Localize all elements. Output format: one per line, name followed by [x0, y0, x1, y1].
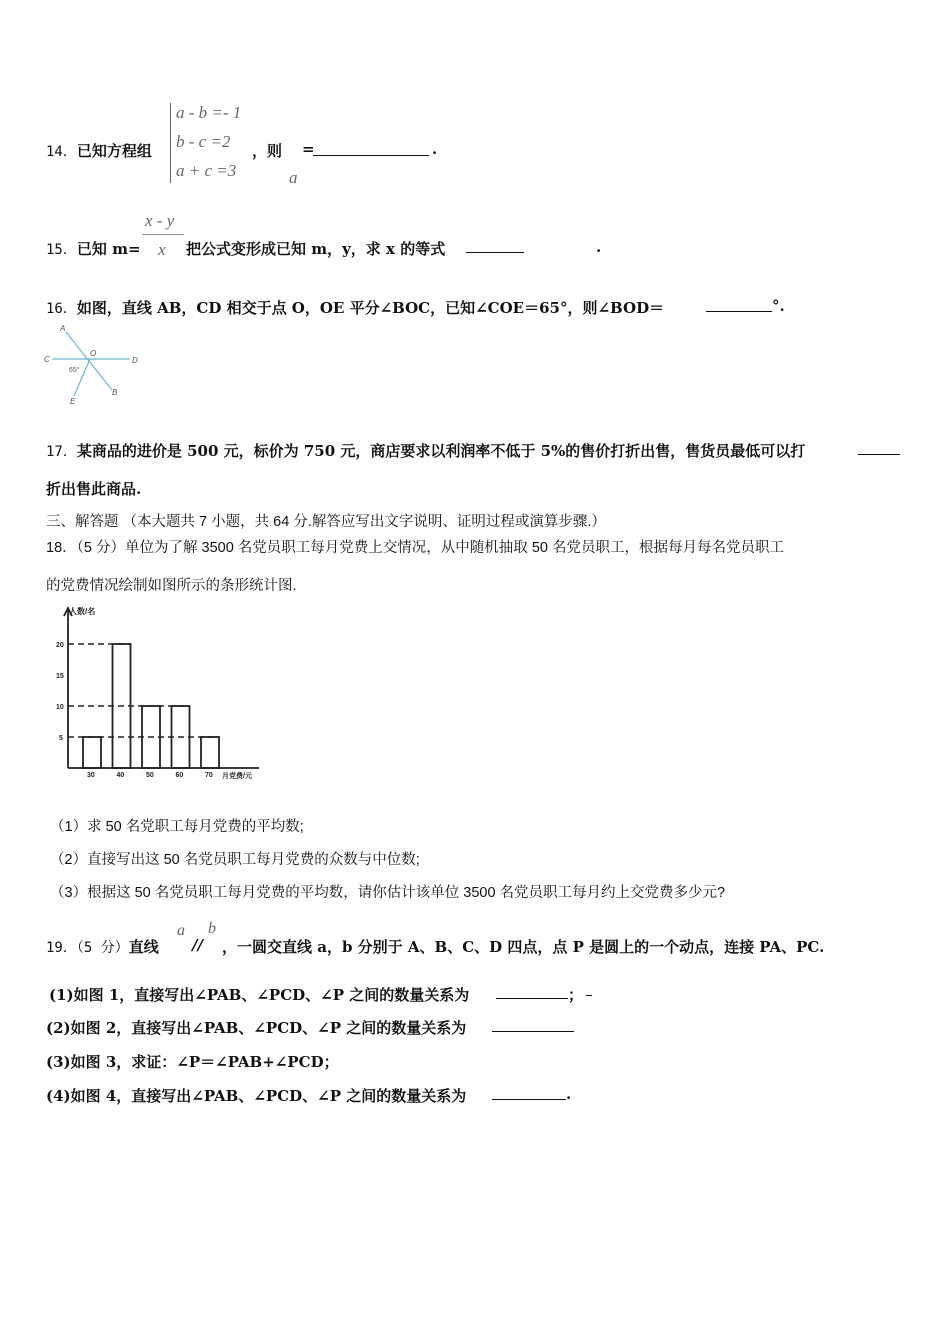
q15-end: .: [596, 238, 602, 256]
q15-text: 把公式变形成已知 m，y，求 x 的等式: [186, 240, 446, 258]
q19-sub1-end: ；: [568, 986, 584, 1004]
q18-line2: 的党费情况绘制如图所示的条形统计图.: [46, 578, 297, 594]
q19-sub4: (4)如图 4，直接写出∠PAB、∠PCD、∠P 之间的数量关系为: [46, 1087, 467, 1105]
q19-parallel: //: [192, 936, 203, 954]
section-title: 三、解答题 （本大题共 7 小题，共 64 分.解答应写出文字说明、证明过程或演算步骤.）: [46, 514, 606, 530]
bar-chart: [44, 600, 274, 785]
q16-line: [46, 297, 664, 318]
q18-number: 18．: [46, 540, 77, 556]
label-b: B: [112, 388, 118, 397]
label-o: O: [90, 349, 97, 358]
q16-figure: [40, 322, 150, 408]
q16-number: 16．: [46, 301, 77, 317]
y-axis-label: 人数/名: [69, 607, 96, 616]
q14-equals: =: [302, 140, 315, 158]
q19-sub4-end: .: [566, 1085, 572, 1103]
q19-number: 19．: [46, 940, 77, 956]
q18-sub1: （1）求 50 名党职工每月党费的平均数;: [50, 819, 304, 835]
q19-score: （5 分）: [76, 940, 129, 956]
q16-end: °.: [772, 297, 785, 315]
q14-end: .: [432, 140, 438, 158]
x-tick-30: 30: [87, 772, 95, 779]
label-d: D: [132, 356, 138, 365]
q19-line: [46, 936, 159, 957]
q14-answer-blank[interactable]: [313, 141, 429, 156]
y-tick-20: 20: [56, 642, 64, 649]
q19-text: ，一圆交直线 a，b 分别于 A、B、C、D 四点，点 P 是圆上的一个动点，连接 PA、PC.: [222, 938, 825, 956]
q14-eq3: a + c =3: [176, 161, 237, 180]
y-tick-15: 15: [56, 673, 64, 680]
x-tick-60: 60: [175, 772, 184, 779]
q17-answer-blank[interactable]: [858, 440, 900, 455]
q18-sub3: （3）根据这 50 名党员职工每月党费的平均数，请你估计该单位 3500 名党员职工每月约上交党费多少元?: [50, 885, 726, 901]
q14-eq1: a - b =- 1: [176, 103, 242, 122]
x-tick-50: 50: [146, 772, 154, 779]
q14-denominator: a: [289, 168, 298, 187]
q19-sub2: (2)如图 2，直接写出∠PAB、∠PCD、∠P 之间的数量关系为: [46, 1019, 467, 1037]
q17-line1: [46, 440, 805, 461]
q15-denominator: x: [158, 240, 166, 259]
q15-prefix: 已知 m=: [76, 240, 141, 258]
q19-sub3: (3)如图 3，求证：∠P＝∠PAB+∠PCD；: [46, 1053, 339, 1071]
x-tick-70: 70: [205, 772, 213, 779]
q14-middle: ，则: [252, 142, 283, 160]
q15-line: [46, 238, 141, 259]
q19-b: b: [208, 920, 216, 937]
q17-text: 某商品的进价是 500 元，标价为 750 元，商店要求以利润率不低于 5%的售价打折出售，售货员最低可以打: [76, 442, 806, 460]
q14-eq2: b - c =2: [176, 132, 231, 151]
label-e: E: [70, 397, 76, 406]
bar-30: [83, 737, 101, 768]
q15-answer-blank[interactable]: [466, 238, 524, 253]
q16-answer-blank[interactable]: [706, 297, 772, 312]
q17-number: 17．: [46, 444, 77, 460]
q19-a: a: [177, 922, 185, 939]
q14-prefix: 已知方程组: [76, 142, 152, 160]
q19-sub4-blank[interactable]: [492, 1085, 566, 1100]
q17-line2: 折出售此商品.: [46, 480, 142, 498]
q19-sub2-blank[interactable]: [492, 1017, 574, 1032]
q14-number: 14．: [46, 144, 77, 160]
x-axis-label: 月党费/元: [222, 773, 252, 780]
bar-70: [201, 737, 219, 768]
y-tick-5: 5: [59, 735, 63, 742]
label-c: C: [44, 355, 50, 364]
q19-prefix: 直线: [128, 938, 159, 956]
q15-number: 15．: [46, 242, 77, 258]
q19-sub1: (1)如图 1，直接写出∠PAB、∠PCD、∠P 之间的数量关系为: [49, 986, 470, 1004]
x-tick-40: 40: [116, 772, 125, 779]
label-a: A: [60, 324, 66, 333]
label-angle: 65°: [69, 367, 80, 374]
q18-text: 单位为了解 3500 名党员职工每月党费上交情况，从中随机抽取 50 名党员职工，根据每月每名党员职工: [124, 540, 784, 556]
q18-score: （5 分）: [76, 540, 125, 556]
q18-sub2: （2）直接写出这 50 名党员职工每月党费的众数与中位数;: [50, 852, 420, 868]
ray-oe: [74, 359, 90, 396]
q16-text: 如图，直线 AB，CD 相交于点 O，OE 平分∠BOC，已知∠COE＝65°，则∠BOD＝: [76, 299, 665, 317]
q19-sub1-blank[interactable]: [496, 984, 568, 999]
fraction-bar: [142, 234, 184, 235]
q14-line: [46, 140, 152, 161]
q18-line1: [46, 536, 784, 557]
q15-numerator: x - y: [145, 211, 175, 230]
y-tick-10: 10: [56, 704, 64, 711]
stray-mark: [586, 995, 592, 996]
